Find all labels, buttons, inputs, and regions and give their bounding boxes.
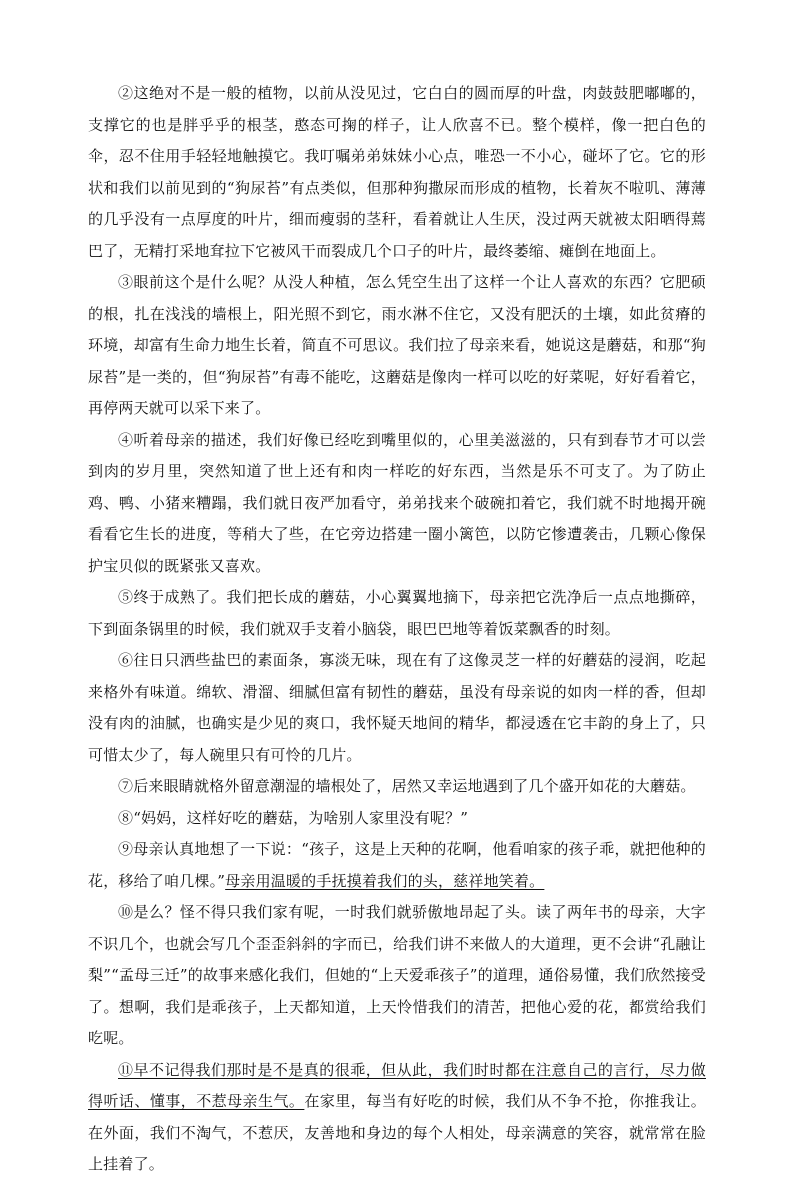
paragraph-6 bbox=[88, 645, 706, 771]
paragraph-10 bbox=[88, 897, 706, 1055]
paragraph-text: 在家里，每当有好吃的时候，我们从不争不抢，你推我让。在外面，我们不淘气，不惹厌，友善地和身边的每个人相处，母亲满意的笑容，就常常在脸上挂着了。 bbox=[88, 1092, 706, 1173]
underlined-sentence: 母亲用温暖的手抚摸着我们的头，慈祥地笑着。 bbox=[225, 871, 545, 890]
paragraph-5 bbox=[88, 582, 706, 645]
paragraph-text: ⑨母亲认真地想了一下说：“孩子，这是上天种的花啊，他看咱家的孩子乖，就把他种的花，移给了咱几棵。” bbox=[88, 840, 706, 890]
paragraph-2 bbox=[88, 78, 706, 267]
paragraph-8 bbox=[88, 803, 706, 835]
paragraph-11 bbox=[88, 1055, 706, 1181]
paragraph-4 bbox=[88, 425, 706, 583]
paragraph-text: ③眼前这个是什么呢？从没人种植，怎么凭空生出了这样一个让人喜欢的东西？它肥硕的根，扎在浅浅的墙根上，阳光照不到它，雨水淋不住它，又没有肥沃的土壤，如此贫瘠的环境，却富有生命力地生长着，简直不可思议。我们拉了母亲来看，她说这是蘑菇，和那“狗尿苔”是一类的，但“狗尿苔”有毒不能吃，这蘑菇是像肉一样可以吃的好菜呢，好好看着它，再停两天就可以采下来了。 bbox=[88, 273, 706, 417]
article-body bbox=[88, 78, 706, 1181]
paragraph-text: ⑧“妈妈，这样好吃的蘑菇，为啥别人家里没有呢？” bbox=[118, 808, 469, 827]
paragraph-text: ⑩是么？怪不得只我们家有呢，一时我们就骄傲地昂起了头。读了两年书的母亲，大字不识几个，也就会写几个歪歪斜斜的字而已，给我们讲不来做人的大道理，更不会讲“孔融让梨”“孟母三迁”的故事来感化我们，但她的“上天爱乖孩子”的道理，通俗易懂，我们欣然接受了。想啊，我们是乖孩子，上天都知道，上天怜惜我们的清苦，把他心爱的花，都赏给我们吃呢。 bbox=[88, 903, 706, 1047]
paragraph-text: ⑦后来眼睛就格外留意潮湿的墙根处了，居然又幸运地遇到了几个盛开如花的大蘑菇。 bbox=[118, 777, 696, 795]
paragraph-3 bbox=[88, 267, 706, 425]
paragraph-7 bbox=[88, 771, 706, 803]
paragraph-text: ⑤终于成熟了。我们把长成的蘑菇，小心翼翼地摘下，母亲把它洗净后一点点地撕碎，下到面条锅里的时候，我们就双手支着小脑袋，眼巴巴地等着饭菜飘香的时刻。 bbox=[88, 588, 706, 638]
paragraph-text: ⑥往日只洒些盐巴的素面条，寡淡无味，现在有了这像灵芝一样的好蘑菇的浸润，吃起来格外有味道。绵软、滑溜、细腻但富有韧性的蘑菇，虽没有母亲说的如肉一样的香，但却没有肉的油腻，也确实是少见的爽口，我怀疑天地间的精华，都浸透在它丰韵的身上了，只可惜太少了，每人碗里只有可怜的几片。 bbox=[88, 651, 706, 764]
underlined-sentence: ⑪早不记得我们那时是不是真的很乖，但从此，我们时时都在注意自己的言行，尽力做得听话、懂事，不惹母亲生气。 bbox=[88, 1060, 706, 1110]
paragraph-9 bbox=[88, 834, 706, 897]
paragraph-text: ④听着母亲的描述，我们好像已经吃到嘴里似的，心里美滋滋的，只有到春节才可以尝到肉的岁月里，突然知道了世上还有和肉一样吃的好东西，当然是乐不可支了。为了防止鸡、鸭、小猪来糟蹋，我们就日夜严加看守，弟弟找来个破碗扣着它，我们就不时地揭开碗看看它生长的进度，等稍大了些，在它旁边搭建一圈小篱笆，以防它惨遭袭击，几颗心像保护宝贝似的既紧张又喜欢。 bbox=[88, 430, 706, 575]
paragraph-text: ②这绝对不是一般的植物，以前从没见过，它白白的圆而厚的叶盘，肉鼓鼓肥嘟嘟的，支撑它的也是胖乎乎的根茎，憨态可掬的样子，让人欣喜不已。整个模样，像一把白色的伞，忍不住用手轻轻地触摸它。我叮嘱弟弟妹妹小心点，唯恐一不小心，碰坏了它。它的形状和我们以前见到的“狗尿苔”有点类似，但那种狗撒尿而形成的植物，长着灰不啦叽、薄薄的几乎没有一点厚度的叶片，细而瘦弱的茎秆，看着就让人生厌，没过两天就被太阳晒得蔫巴了，无精打采地耷拉下它被风干而裂成几个口子的叶片，最终萎缩、瘫倒在地面上。 bbox=[88, 84, 706, 260]
